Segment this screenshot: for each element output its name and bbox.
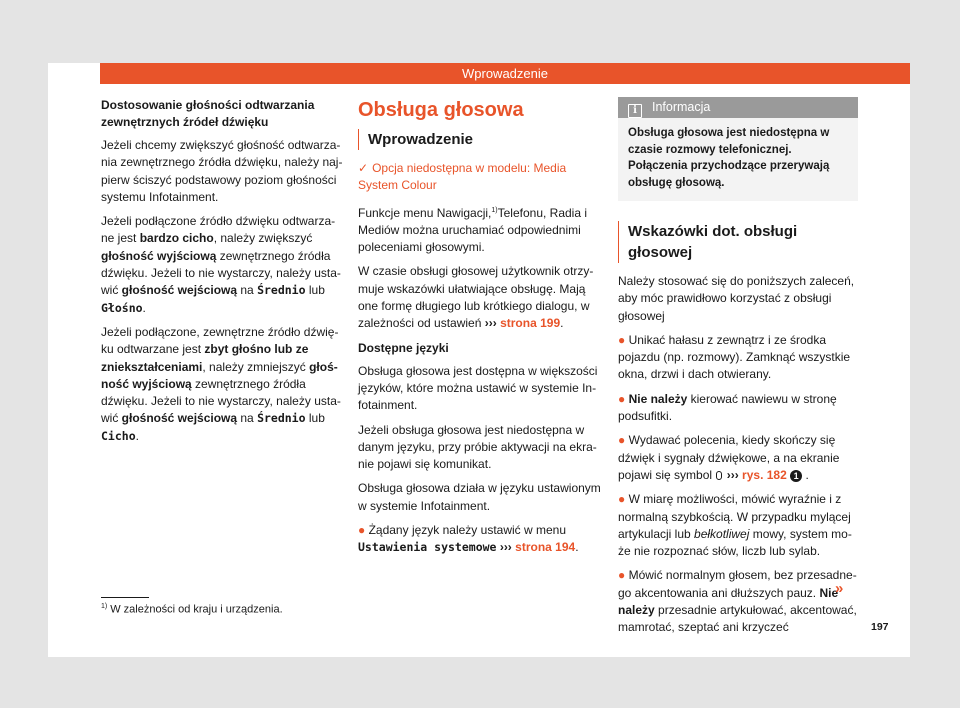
- menu-value: Cicho: [101, 428, 136, 443]
- bullet-icon: ●: [618, 433, 626, 448]
- text: na: [237, 283, 258, 298]
- text: , należy zmniejszyć: [202, 359, 310, 374]
- text: .: [802, 467, 809, 482]
- emphasis: głośność wyjściową: [101, 359, 338, 391]
- right-intro: Należy stosować się do poniższych zaleceń, aby móc prawidłowo korzystać z obsługi głosowej: [618, 274, 855, 323]
- left-paragraph-1: Jeżeli chcemy zwiększyć głośność odtwarzania zewnętrznego źródła dźwięku, należy najpierw ściszyć podstawowy poziom głośności systemu Infotainment.: [101, 138, 343, 204]
- arrow-icon: ›››: [496, 540, 512, 555]
- section-heading: [618, 221, 858, 263]
- note-text: Opcja niedostępna w modelu: Media System Colour: [358, 161, 567, 193]
- mid-paragraph-2: [358, 263, 601, 332]
- footnote-text: W zależności od kraju i urządzenia.: [110, 603, 283, 616]
- page-link[interactable]: strona 199: [496, 316, 561, 331]
- text: Jeżeli podłączone źródło dźwięku odtwarzane jest: [101, 214, 336, 246]
- mid-bullet: [358, 522, 601, 557]
- right-bullet-4: [618, 491, 858, 560]
- figure-link[interactable]: rys. 182: [738, 467, 787, 482]
- text: Funkcje menu Nawigacji,: [358, 205, 492, 220]
- middle-column: [358, 97, 601, 564]
- emphasis: bardzo cicho: [139, 231, 214, 246]
- text: .: [142, 300, 146, 315]
- mid-paragraph-5: Obsługa głosowa działa w języku ustawionym w systemie Infotainment.: [358, 481, 601, 513]
- text: Telefonu, Radia i Mediów można uruchamiać odpowiednimi poleceniami głosowymi.: [358, 205, 588, 255]
- page-link[interactable]: strona 194: [511, 540, 576, 555]
- italic-text: bełkotliwej: [694, 526, 750, 541]
- text: mowy, system może nie rozpoznać słów, liczb lub sylab.: [618, 526, 852, 559]
- text: , należy zwiększyć: [213, 231, 313, 246]
- footnote-marker: 1): [101, 603, 108, 610]
- right-bullet-3: [618, 432, 858, 484]
- text: .: [135, 428, 139, 443]
- languages-heading: Dostępne języki: [358, 340, 449, 355]
- mid-paragraph-1: [358, 202, 601, 257]
- bullet-icon: ●: [618, 568, 626, 583]
- text: W czasie obsługi głosowej użytkownik otrzymuje wskazówki ułatwiające obsługę. Mają one formę długiego lub krótkiego dialogu, w zależności od ustawień: [358, 264, 594, 331]
- text: Unikać hałasu z zewnątrz i ze środka pojazdu (np. rozmowy). Zamknąć wszystkie okna, drzwi i dach otwierany.: [618, 332, 851, 382]
- left-heading: Dostosowanie głośności odtwarzania zewnętrznych źródeł dźwięku: [101, 98, 315, 129]
- text: zewnętrznego źródła dźwięku. Jeżeli to nie wystarczy, należy ustawić: [101, 248, 341, 298]
- text: lub: [305, 283, 325, 298]
- text: kierować nawiewu w stronę podsufitki.: [618, 391, 837, 424]
- bullet-icon: ●: [358, 523, 366, 538]
- footnote-ref[interactable]: 1): [491, 206, 498, 214]
- microphone-icon: [716, 471, 722, 480]
- text: zewnętrznego źródła dźwięku. Jeżeli to nie wystarczy, należy ustawić: [101, 376, 341, 426]
- check-icon: ✓: [358, 161, 369, 175]
- emphasis: głośność wejściową: [121, 411, 238, 426]
- callout-number: 1: [790, 470, 802, 482]
- footnote: [101, 603, 283, 616]
- left-column: [101, 97, 344, 452]
- manual-page: [48, 63, 910, 657]
- text: na: [237, 411, 258, 426]
- chapter-header: Wprowadzenie: [100, 63, 910, 84]
- emphasis: Nie należy: [618, 585, 839, 618]
- right-bullet-5: [618, 567, 858, 636]
- menu-value: Średnio: [257, 283, 306, 298]
- right-bullet-1: [618, 332, 858, 384]
- section-title: Wprowadzenie: [368, 131, 474, 148]
- text: .: [560, 316, 564, 331]
- bullet-icon: ●: [618, 332, 626, 347]
- text: lub: [305, 411, 325, 426]
- info-icon: i: [628, 104, 642, 118]
- arrow-icon: ›››: [726, 467, 739, 482]
- left-paragraph-3: [101, 324, 344, 445]
- menu-value: Ustawienia systemowe: [358, 540, 497, 555]
- bullet-icon: ●: [618, 492, 626, 507]
- text: Wydawać polecenia, kiedy skończy się dźwięk i sygnały dźwiękowe, a na ekranie pojawi się symbol: [618, 433, 840, 482]
- left-paragraph-2: [101, 213, 344, 317]
- footnote-divider: [101, 597, 149, 598]
- right-bullet-2: [618, 391, 858, 426]
- continue-icon: »: [835, 580, 844, 597]
- right-column: [618, 97, 858, 644]
- text: W miarę możliwości, mówić wyraźnie i z normalną szybkością. W przypadku mylącej artykulacji lub: [618, 492, 851, 541]
- info-box-title: Informacja: [652, 100, 711, 114]
- info-box-header: [618, 97, 858, 118]
- info-box-body: Obsługa głosowa jest niedostępna w czasie rozmowy telefonicznej. Połączenia przychodzące przerywają obsługę głosową.: [628, 127, 830, 189]
- section-heading: [358, 129, 601, 150]
- bullet-icon: ●: [618, 391, 626, 406]
- emphasis: zbyt głośno lub ze zniekształceniami: [101, 342, 309, 374]
- emphasis: głośność wejściową: [121, 283, 238, 298]
- text: Mówić normalnym głosem, bez przesadnego akcentowania ani dłuższych pauz.: [618, 568, 857, 600]
- mid-paragraph-4: Jeżeli obsługa głosowa jest niedostępna w danym języku, przy próbie aktywacji na ekranie pojawi się komunikat.: [358, 422, 597, 472]
- emphasis: Nie należy: [628, 391, 688, 406]
- page-number: 197: [871, 621, 889, 633]
- menu-value: Średnio: [257, 411, 306, 426]
- chapter-title: Obsługa głosowa: [358, 99, 524, 121]
- text: przesadnie artykułować, akcentować, mamrotać, szeptać ani krzyczeć: [618, 603, 857, 635]
- arrow-icon: ›››: [484, 316, 497, 331]
- mid-paragraph-3: Obsługa głosowa jest dostępna w większości języków, które można ustawić w systemie Infotainment.: [358, 363, 598, 413]
- emphasis: głośność wyjściową: [101, 248, 217, 263]
- section-title: Wskazówki dot. obsługi głosowej: [628, 223, 798, 261]
- text: Jeżeli podłączone, zewnętrzne źródło dźwięku odtwarzane jest: [101, 324, 339, 357]
- text: Żądany język należy ustawić w menu: [365, 523, 567, 538]
- availability-note: [358, 160, 601, 195]
- info-box: [618, 97, 858, 201]
- text: .: [575, 540, 579, 555]
- menu-value: Głośno: [101, 300, 143, 315]
